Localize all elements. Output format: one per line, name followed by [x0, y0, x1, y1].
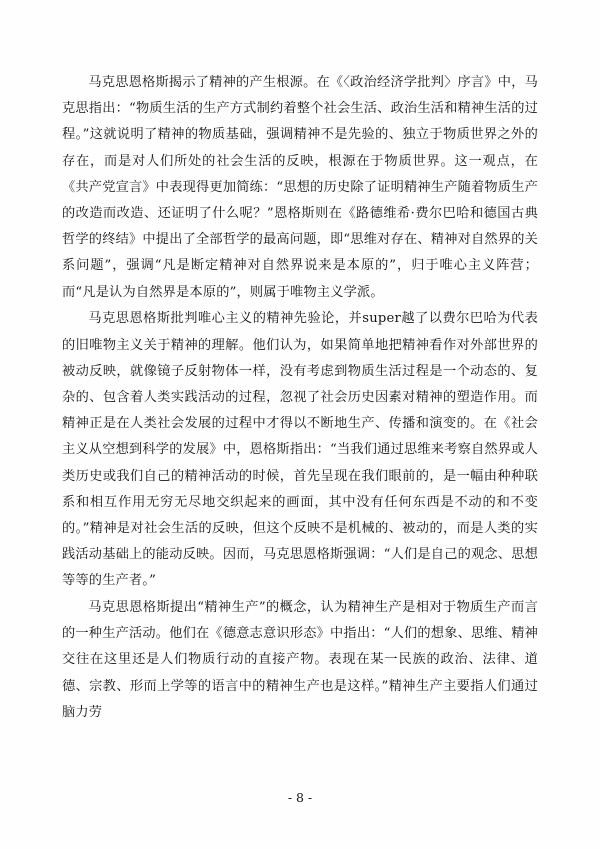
paragraph-3: 马克思恩格斯提出“精神生产”的概念，认为精神生产是相对于物质生产而言的一种生产活动。他们在《德意志意识形态》中指出：“人们的想象、思维、精神交往在这里还是人们物质行动的直接产物。表现在某一民族的政治、法律、道德、宗教、形而上学等的语言中的精神生产也是这样。”精神生产主要指人们通过脑力劳: [62, 600, 538, 720]
paragraph-1: 马克思恩格斯揭示了精神的产生根源。在《〈政治经济学批判〉序言》中，马克思指出：“物质生活的生产方式制约着整个社会生活、政治生活和精神生活的过程。”这就说明了精神的物质基础，强调精神不是先验的、独立于物质世界之外的存在，而是对人们所处的社会生活的反映，根源在于物质世界。这一观点，在《共产党宣言》中表现得更加简练：“思想的历史除了证明精神生产随着物质生产的改造而改造、还证明了什么呢？”恩格斯则在《路德维希·费尔巴哈和德国古典哲学的终结》中提出了全部哲学的最高问题，即“思维对存在、精神对自然界的关系问题”，强调“凡是断定精神对自然界说来是本原的”，归于唯心主义阵营；而“凡是认为自然界是本原的”，则属于唯物主义学派。: [62, 75, 538, 300]
document-body: [62, 70, 538, 726]
paragraph-2: 马克思恩格斯批判唯心主义的精神先验论，并super越了以费尔巴哈为代表的旧唯物主义关于精神的理解。他们认为，如果简单地把精神看作对外部世界的被动反映，就像镜子反射物体一样，没有考虑到物质生活过程是一个动态的、复杂的、包含着人类实践活动的过程，忽视了社会历史因素对精神的塑造作用。而精神正是在人类社会发展的过程中才得以不断地生产、传播和演变的。在《社会主义从空想到科学的发展》中，恩格斯指出：“当我们通过思维来考察自然界或人类历史或我们自己的精神活动的时候，首先呈现在我们眼前的，是一幅由种种联系和相互作用无穷无尽地交织起来的画面，其中没有任何东西是不动的和不变的。”精神是对社会生活的反映，但这个反映不是机械的、被动的，而是人类的实践活动基础上的能动反映。因而，马克思恩格斯强调：“人们是自己的观念、思想等等的生产者。”: [62, 311, 538, 589]
page-number: - 8 -: [287, 790, 313, 805]
